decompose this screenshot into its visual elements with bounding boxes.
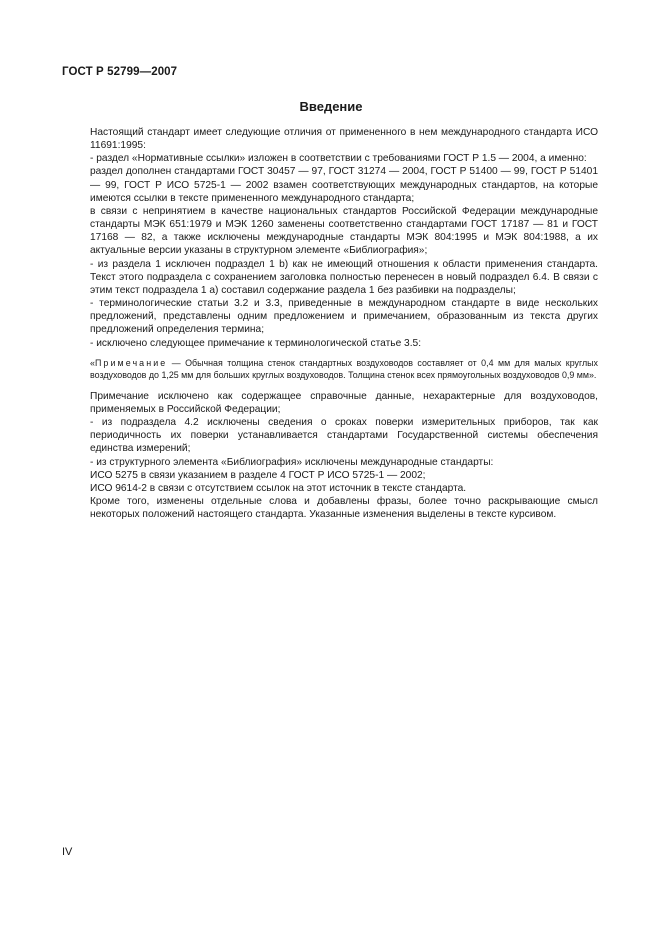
paragraph: - из подраздела 4.2 исключены сведения о сроках поверки измерительных приборов, так как периодичность их поверки устанавливается стандартами Государственной системы обеспечения единства измерений; [90,417,598,455]
note-text: — Обычная толщина стенок стандартных воздуховодов составляет от 0,4 мм для малых круглых воздуховодов до 1,25 мм для больших круглых воздуховодов. Толщина стенок всех прямоугольных воздуховодов 0,9 мм». [90,357,598,381]
note-open-quote: « [90,357,95,368]
paragraph: Примечание исключено как содержащее справочные данные, нехарактерные для воздуховодов, применяемых в Российской Федерации; [90,390,598,415]
paragraph: ИСО 5275 в связи указанием в разделе 4 ГОСТ Р ИСО 5725-1 — 2002; [90,469,426,481]
note-block [90,357,598,382]
paragraph: ИСО 9614-2 в связи с отсутствием ссылок на этот источник в тексте стандарта. [90,482,467,494]
paragraph: раздел дополнен стандартами ГОСТ 30457 — 97, ГОСТ 31274 — 2004, ГОСТ Р 51400 — 99, ГОСТ Р 51401 — 99, ГОСТ Р ИСО 5725-1 — 2002 взамен соответствующих международных стандартов, на которые имеются ссылки в тексте примененного международного стандарта; [90,166,598,204]
document-code: ГОСТ Р 52799—2007 [62,66,178,78]
paragraph: в связи с непринятием в качестве национальных стандартов Российской Федерации международные стандарты МЭК 651:1979 и МЭК 1260 заменены соответственно стандартами ГОСТ 17187 — 81 и ГОСТ 17168 — 82, а также исключены международные стандарты МЭК 804:1995 и МЭК 804:1988, а их актуальные версии указаны в структурном элементе «Библиография»; [90,205,598,257]
paragraph: Настоящий стандарт имеет следующие отличия от примененного в нем международного стандарта ИСО 11691:1995: [90,127,598,152]
paragraph: - из раздела 1 исключен подраздел 1 b) как не имеющий отношения к области применения стандарта. Текст этого подраздела с сохранением заголовка полностью перенесен в новый подраздел 6.4. В связи с этим текст подраздела 1 а) составил содержание раздела 1 без разбивки на подразделы; [90,258,598,296]
paragraph: - терминологические статьи 3.2 и 3.3, приведенные в международном стандарте в виде нескольких предложений, представлены одним предложением и примечанием, образованным из текста других предложений определения термина; [90,298,598,336]
section-title: Введение [299,99,363,114]
paragraph: - раздел «Нормативные ссылки» изложен в соответствии с требованиями ГОСТ Р 1.5 — 2004, а именно: [90,153,587,165]
paragraph: - исключено следующее примечание к терминологической статье 3.5: [90,337,422,349]
paragraph: - из структурного элемента «Библиография» исключены международные стандарты: [90,456,494,468]
page-number: IV [62,846,73,858]
document-body [90,126,598,521]
paragraph: Кроме того, изменены отдельные слова и добавлены фразы, более точно раскрывающие смысл некоторых положений настоящего стандарта. Указанные изменения выделены в тексте курсивом. [90,496,598,521]
note-label: Примечание [94,357,168,368]
